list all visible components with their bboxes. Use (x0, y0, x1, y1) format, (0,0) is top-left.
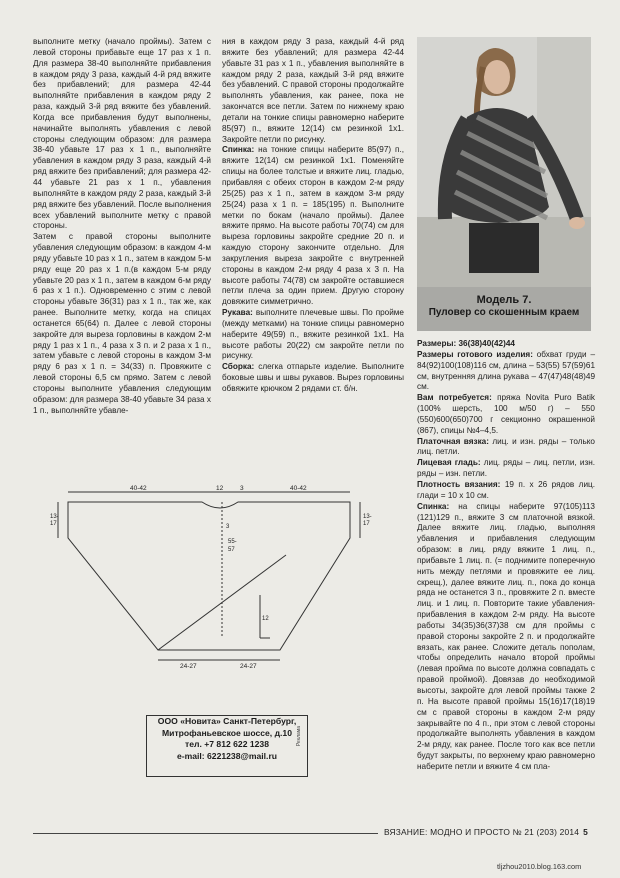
dim-center-a: 55- (228, 539, 237, 545)
spinka3-text: на спицы наберите 97(105)113 (121)129 п., вяжите 3 см платочной вязкой. Далее вяжите лиц. гладью, выполняя убавления и прибавления следующим образом: в лиц. ряду вяжите 1 лиц. п., прибавьте 1 лиц. п. (= поднимите поперечную нить между петлями и провяжите ее лиц. скрещ.), далее вяжите лиц. п., пока до конца ряда не останется 3 п., провяжите 2 п. вместе лиц. и 1 лиц. п. Повторите такие убавления-прибавления в каждом 2-м ряду. На высоте работы 34(35)36(37)38 см для проймы с правой стороны закройте 2 п. и продолжайте вязать, как ранее. Сложите деталь пополам, чтобы определить начало второй проймы (левая пройма по высоте должна совпадать с правой проймой). Довязав до необходимой высоты, закройте для левой проймы также 2 п. На высоте правой проймы 15(16)17(18)19 см с правой стороны в каждом 2-м ряду закрывайте по 4 п., при этом с левой стороны продолжайте выполнять убавления в каждом 2-м ряду, как ранее. После того как все петли будут закрыты, по верхнему краю равномерно наберите петли и вяжите 4 см пла- (417, 501, 595, 771)
finished-text: обхват груди – 84(92)100(108)116 см, длина – 53(55) 57(59)61 см, внутренняя длина рукава – 47(47)48(48)49 см. (417, 349, 595, 392)
dim-side-12: 12 (262, 616, 269, 622)
advert-box (146, 715, 308, 777)
need-text: пряжа Novita Puro Batik (100% шерсть, 100 м/50 г) – 550 (550)600(650)700 г секционно окрашенной (867), спицы №4–4,5. (417, 393, 595, 435)
sborka-text: слегка отпарьте изделие. Выполните боковые швы и швы рукавов. Вырез горловины обвяжите крючком 2 рядами ст. б/н. (222, 362, 404, 393)
pattern-diagram (50, 480, 410, 670)
spinka3-label: Спинка: (417, 501, 450, 511)
text-column-1: выполните метку (начало проймы). Затем с левой стороны прибавьте еще 17 раз х 1 п. Для размера 38-40 выполняйте прибавления в каждом ряду 3 раза, каждый 4-й ряд вяжите без прибавлений; для размера 42-44 выполняйте прибавления в каждом ряду 2 раза, каждый 3-й ряд вяжите без убавлений. Когда все прибавления будут выполнены, начинайте выполнять убавления с левой стороны следующим образом: для размера 38-40 убавьте 17 раз х 1 п., выполняйте убавления в каждом ряду 3 раза, каждый 4-й ряд вяжите без прибавлений; для размера 42-44 убавьте 21 раз х 1 п., убавления выполняйте в каждом ряду 2 раза, каждый 3-й ряд вяжите без убавлений. После выполнения всех убавлений выполните метку с правой стороны. Затем с правой стороны выполните убавления следующим образом: в каждом 4-м ряду убавьте 10 раз х 1 п., затем в каждом 5-м ряду еще 20 раз х 1 п.(в каждом 5-м ряду убавьте 20 раз х 1 п., затем в каждом 6-м ряду 6 раз х 1 п.). Одновременно с этим с левой стороны убавьте 36(31) раз х 1 п., так же, как ранее. Выполните метку, когда на спицах останется 65(64) п. Далее с левой стороны закройте для выреза горловины в каждом 2-м ряду 1 раз х 1 п., 4 раза х 3 п. и 2 раза х 1 п., затем убавьте с левой стороны в каждом 3-м ряду 6 раз х 1 п. = 34(33) п. Провяжите с левой стороны 6,5 см прямо. Затем с левой стороны выполните убавления следующим образом: для размера 38-40 убавьте 34 раза х 1 п., выполняйте убавле- (33, 37, 211, 415)
dim-bottom-left: 24-27 (180, 663, 197, 670)
dim-top-mid1: 12 (216, 485, 224, 492)
dim-right-a: 13- (363, 514, 372, 520)
model-photo (417, 37, 591, 287)
col2-intro: ния в каждом ряду 3 раза, каждый 4-й ряд вяжите без убавлений; для размера 42-44 убавьте 31 раз х 1 п., убавления выполняйте в каждом ряду 2 раза, каждый 3-й ряд вяжите без убавлений. С правой стороны продолжайте выполнять убавления, как ранее, пока не закончатся все петли. Затем по нижнему краю детали на тонкие спицы равномерно наберите 85(97) п., вяжите 12(14) см резинкой 1х1. Закройте петли по рисунку. (222, 37, 404, 144)
density-label: Плотность вязания: (417, 479, 501, 489)
page-number: 5 (583, 827, 588, 837)
footer (384, 827, 588, 837)
density-text: 19 п. х 26 рядов лиц. глади = 10 х 10 см. (417, 479, 595, 500)
lic-text: лиц. ряды – лиц. петли, изн. ряды – изн. петли. (417, 458, 595, 479)
rukava-text: выполните плечевые швы. По пройме (между метками) на тонкие спицы равномерно наберите 49(59) п., вяжите резинкой 1х1. На высоте работы 20(22) см закройте петли по рисунку. (222, 308, 404, 361)
need-label: Вам потребуется: (417, 393, 492, 403)
dim-left-b: 17 (50, 521, 57, 527)
dim-bottom-right: 24-27 (240, 663, 257, 670)
text-column-2 (222, 37, 404, 395)
advert-line-3: тел. +7 812 622 1238 (185, 739, 269, 749)
sizes-value: 36(38)40(42)44 (458, 339, 515, 348)
watermark: tljzhou2010.blog.163.com (497, 862, 582, 871)
caption-title: Модель 7. (476, 294, 532, 306)
footer-rule (33, 833, 378, 834)
plat-label: Платочная вязка: (417, 436, 489, 446)
finished-label: Размеры готового изделия: (417, 349, 533, 359)
plat-text: лиц. и изн. ряды – только лиц. петли. (417, 436, 595, 457)
spinka-text: на тонкие спицы наберите 85(97) п., вяжите 12(14) см резинкой 1х1. Поменяйте спицы на более толстые и вяжите лиц. гладью, прибавляя с обеих сторон в каждом 2-м ряду 25(25) раз х 1 п., затем в каждом 3-м ряду 25(24) раза х 1 п. = 185(195) п. Выполните метки по бокам (начало проймы). Далее вяжите прямо. На высоте работы 70(74) см для выреза горловины закройте средние 20 п. и каждую сторону закончите отдельно. Для закругления выреза закройте с внутренней стороны в каждом 2-м ряду 4 раза х 3 п. На высоте работы 74(78) см закройте оставшиеся петли плеча за один прием. Другую сторону довяжите симметрично. (222, 145, 405, 307)
sizes-label: Размеры: (417, 339, 457, 348)
footer-text: ВЯЗАНИЕ: МОДНО И ПРОСТО № 21 (203) 2014 (384, 827, 580, 837)
spinka-label: Спинка: (222, 145, 255, 155)
advert-line-2: Митрофаньевское шоссе, д.10 (162, 727, 292, 738)
sborka-label: Сборка: (222, 362, 255, 372)
dim-right-b: 17 (363, 521, 370, 527)
caption-subtitle: Пуловер со скошенным краем (428, 307, 580, 318)
advert-line-1: ООО «Новита» Санкт-Петербург, (157, 716, 297, 726)
advert-vertical-label: Реклама (295, 726, 302, 747)
dim-top-mid2: 3 (240, 485, 244, 492)
lic-label: Лицевая гладь: (417, 458, 481, 468)
dim-left-a: 13- (50, 514, 59, 520)
dim-top-right: 40-42 (290, 485, 307, 492)
dim-center-b: 57 (228, 547, 235, 553)
rukava-label: Рукава: (222, 308, 253, 318)
dim-small-3: 3 (226, 524, 230, 530)
model-illustration (417, 37, 591, 287)
advert-line-4: e-mail: 6221238@mail.ru (176, 750, 278, 761)
model-caption (417, 287, 591, 331)
dim-top-left: 40-42 (130, 485, 147, 492)
text-column-3 (417, 339, 595, 773)
